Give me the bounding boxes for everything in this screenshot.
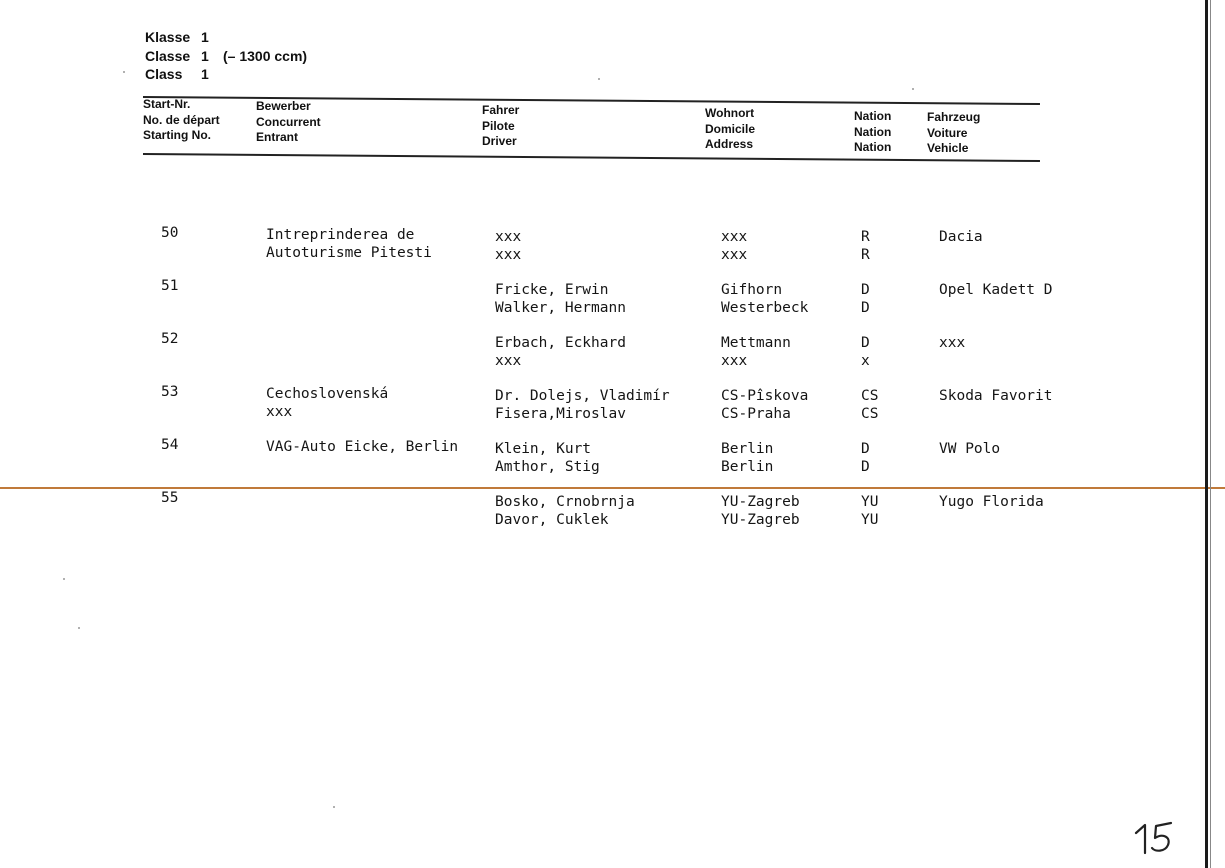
entry-entrant xyxy=(266,386,388,421)
class-number: 1 xyxy=(201,29,209,45)
entry-drivers-line: Fisera,Miroslav xyxy=(495,405,626,422)
scan-speck xyxy=(598,78,600,80)
entry-addresses-line: YU-Zagreb xyxy=(721,494,800,510)
entry-nations xyxy=(861,441,870,476)
entry-vehicle xyxy=(939,441,1000,459)
scan-speck xyxy=(63,578,65,580)
class-label: Class xyxy=(145,66,183,82)
entry-nations-line: YU xyxy=(861,511,879,528)
entry-drivers-line: Dr. Dolejs, Vladimír xyxy=(495,388,670,404)
entry-vehicle xyxy=(939,282,1053,300)
entry-drivers-line: Amthor, Stig xyxy=(495,458,600,475)
entry-entrant-line: Cechoslovenská xyxy=(266,386,389,402)
entry-addresses-line: Gifhorn xyxy=(721,282,783,298)
entry-start-no-value: 51 xyxy=(161,278,179,294)
entry-start-no xyxy=(161,490,178,508)
entry-addresses xyxy=(721,388,808,423)
entry-addresses xyxy=(721,335,791,370)
class-line-fr xyxy=(145,47,307,66)
entry-vehicle xyxy=(939,229,983,247)
header-nation: Nation Nation Nation xyxy=(854,109,892,154)
class-label: Klasse xyxy=(145,29,191,45)
entry-vehicle-value: Dacia xyxy=(939,229,983,245)
entry-nations xyxy=(861,335,870,370)
entry-drivers-line: Klein, Kurt xyxy=(495,441,592,457)
entry-start-no xyxy=(161,437,178,455)
entry-nations-line: x xyxy=(861,352,870,369)
entry-drivers xyxy=(495,335,626,370)
entry-nations-line: CS xyxy=(861,388,879,404)
entry-addresses xyxy=(721,441,773,476)
entry-vehicle xyxy=(939,494,1044,512)
entry-vehicle-value: VW Polo xyxy=(939,441,1001,457)
scan-speck xyxy=(333,806,335,808)
entry-start-no-value: 53 xyxy=(161,384,179,400)
entry-vehicle xyxy=(939,388,1053,406)
entry-drivers-line: Fricke, Erwin xyxy=(495,282,609,298)
entry-nations xyxy=(861,229,870,264)
entry-drivers-line: xxx xyxy=(495,229,522,245)
entry-start-no xyxy=(161,384,178,402)
entry-nations-line: CS xyxy=(861,405,879,422)
header-start-no: Start-Nr. No. de départ Starting No. xyxy=(143,97,220,142)
entry-addresses xyxy=(721,282,808,317)
entry-nations-line: R xyxy=(861,229,870,245)
entry-vehicle xyxy=(939,335,965,353)
entry-drivers-line: xxx xyxy=(495,246,522,263)
entry-nations xyxy=(861,388,878,423)
entry-drivers xyxy=(495,388,670,423)
entry-nations xyxy=(861,494,878,529)
entry-vehicle-value: Opel Kadett D xyxy=(939,282,1053,298)
entry-start-no-value: 55 xyxy=(161,490,179,506)
entry-addresses-line: Berlin xyxy=(721,441,774,457)
entry-addresses-line: Mettmann xyxy=(721,335,791,351)
entry-addresses-line: Westerbeck xyxy=(721,299,809,316)
scan-speck xyxy=(78,627,80,629)
entry-nations-line: D xyxy=(861,335,870,351)
class-label: Classe xyxy=(145,47,191,64)
entry-nations-line: D xyxy=(861,441,870,457)
entry-vehicle-value: xxx xyxy=(939,335,966,351)
header-driver: Fahrer Pilote Driver xyxy=(482,103,520,148)
entry-start-no-value: 50 xyxy=(161,225,179,241)
entry-nations-line: R xyxy=(861,246,870,263)
entry-nations xyxy=(861,282,870,317)
displacement-limit: (– 1300 ccm) xyxy=(223,47,308,64)
entry-drivers xyxy=(495,494,635,529)
entry-addresses-line: xxx xyxy=(721,229,748,245)
entry-addresses xyxy=(721,494,800,529)
entry-drivers xyxy=(495,441,600,476)
entry-entrant-line: VAG-Auto Eicke, Berlin xyxy=(266,439,459,455)
entry-drivers-line: Walker, Hermann xyxy=(495,299,626,316)
scan-speck xyxy=(123,71,125,73)
entry-start-no-value: 54 xyxy=(161,437,179,453)
entry-entrant-line: Autoturisme Pitesti xyxy=(266,244,432,261)
header-bottom-rule xyxy=(143,153,1040,162)
entry-nations-line: D xyxy=(861,458,870,475)
scan-speck xyxy=(912,88,914,90)
entry-start-no xyxy=(161,225,178,243)
class-heading xyxy=(145,28,307,84)
entry-entrant xyxy=(266,227,432,262)
entry-vehicle-value: Skoda Favorit xyxy=(939,388,1053,404)
entry-drivers-line: Erbach, Eckhard xyxy=(495,335,626,351)
entry-start-no-value: 52 xyxy=(161,331,179,347)
entry-nations-line: D xyxy=(861,282,870,298)
entry-addresses xyxy=(721,229,747,264)
scan-fold-line xyxy=(0,487,1225,489)
entry-drivers-line: Davor, Cuklek xyxy=(495,511,609,528)
entry-entrant-line: Intreprinderea de xyxy=(266,227,415,243)
scan-edge-shadow xyxy=(1205,0,1208,868)
entry-addresses-line: xxx xyxy=(721,352,748,369)
entry-nations-line: D xyxy=(861,299,870,316)
entry-start-no xyxy=(161,278,178,296)
entry-drivers xyxy=(495,229,521,264)
entry-entrant xyxy=(266,439,458,457)
class-line-de xyxy=(145,28,307,47)
entry-drivers-line: xxx xyxy=(495,352,522,369)
entry-drivers-line: Bosko, Crnobrnja xyxy=(495,494,635,510)
entry-drivers xyxy=(495,282,626,317)
handwritten-page-number xyxy=(1133,818,1183,858)
entry-addresses-line: CS-Pîskova xyxy=(721,388,809,404)
entry-addresses-line: xxx xyxy=(721,246,748,263)
entry-addresses-line: CS-Praha xyxy=(721,405,791,422)
entry-nations-line: YU xyxy=(861,494,879,510)
class-line-en xyxy=(145,65,307,84)
entry-entrant-line: xxx xyxy=(266,403,293,420)
class-number: 1 xyxy=(201,66,209,82)
entry-start-no xyxy=(161,331,178,349)
header-vehicle: Fahrzeug Voiture Vehicle xyxy=(927,110,981,155)
entry-addresses-line: Berlin xyxy=(721,458,774,475)
scan-edge-line xyxy=(1210,0,1211,868)
header-address: Wohnort Domicile Address xyxy=(705,106,756,151)
entry-vehicle-value: Yugo Florida xyxy=(939,494,1044,510)
entry-addresses-line: YU-Zagreb xyxy=(721,511,800,528)
class-number: 1 xyxy=(201,47,209,64)
header-entrant: Bewerber Concurrent Entrant xyxy=(256,99,321,144)
